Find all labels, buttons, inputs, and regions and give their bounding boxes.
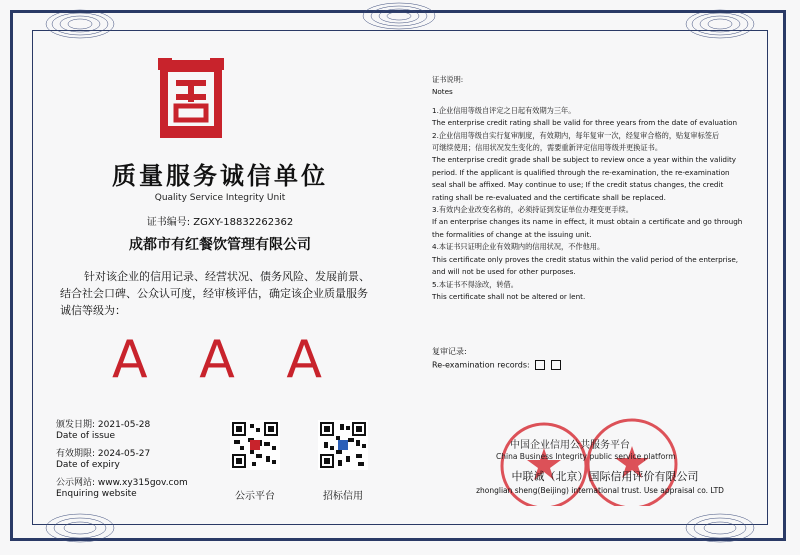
notes-line: If an enterprise changes its name in effect, it must obtain a certificate and go through	[432, 217, 743, 227]
notes-line: 4.本证书只证明企业有效期内的信用状况，不作他用。	[432, 242, 605, 252]
website-cn: 公示网站: www.xy315gov.com	[56, 478, 188, 488]
issue-date-en: Date of issue	[56, 431, 116, 441]
expiry-date	[56, 449, 150, 471]
certificate-body	[60, 268, 380, 319]
expiry-date-cn: 有效期限: 2024-05-27	[56, 449, 151, 459]
platform-name-en: China Business Integrity public service platform	[496, 452, 676, 461]
notes-line: 2.企业信用等级自实行复审制度，有效期内，每年复审一次，经复审合格的，贴复审标签后	[432, 130, 720, 140]
guilloche-ornament	[40, 508, 120, 548]
rating-letter: A	[199, 330, 235, 390]
notes-line: 可继续使用；信用状况发生变化的，需要重新评定信用等级并更换证书。	[432, 143, 663, 153]
recheck-checkbox	[535, 360, 545, 370]
recheck-label-en: Re-examination records:	[432, 360, 530, 370]
notes-line: This certificate only proves the credit status within the valid period of the enterprise,	[432, 254, 739, 264]
expiry-date-en: Date of expiry	[56, 460, 120, 470]
notes-line: rating shall be re-evaluated and the certificate shall be replaced.	[432, 192, 666, 202]
guilloche-ornament	[40, 2, 120, 42]
certificate-number: 证书编号: ZGXY-18832262362	[146, 217, 294, 228]
guilloche-ornament	[680, 508, 760, 548]
notes-heading-en: Notes	[432, 87, 453, 97]
notes-heading-cn: 证书说明:	[432, 75, 464, 84]
red-seal-logo	[158, 58, 224, 140]
body-line: 针对该企业的信用记录、经营状况、债务风险、发展前景、	[84, 270, 370, 283]
recheck-label-cn: 复审记录:	[432, 347, 467, 356]
qr-label-bidding-credit: 招标信用	[323, 491, 363, 502]
notes-line: 3.有效内企业改变名称的，必须持证到发证单位办理变更手续。	[432, 205, 633, 215]
issuer-name-en: zhonglian sheng(Beijing) international trust. Use appraisal co. LTD	[476, 486, 724, 495]
enquiry-website	[56, 478, 188, 500]
notes-line: 1.企业信用等级自评定之日起有效期为三年。	[432, 105, 576, 115]
notes-line: period. If the applicant is qualified through the re-examination, the re-examination	[432, 167, 730, 177]
qr-code-bidding-credit	[318, 420, 368, 470]
certificate-title-en: Quality Service Integrity Unit	[154, 193, 286, 203]
body-line: 结合社会口碑、公众认可度，经审核评估，确定该企业质量服务	[60, 287, 368, 300]
recheck-records	[432, 360, 561, 370]
qr-label-public-platform: 公示平台	[235, 491, 275, 502]
rating-letter: A	[112, 330, 148, 390]
website-en: Enquiring website	[56, 489, 137, 499]
credit-rating	[112, 330, 322, 390]
notes-line: The enterprise credit rating shall be valid for three years from the date of evaluation	[432, 118, 738, 128]
issue-date	[56, 420, 150, 442]
notes-line: the formalities of change at the issuing unit.	[432, 229, 592, 239]
notes-line: 5.本证书不得涂改，转借。	[432, 279, 518, 289]
notes-line: The enterprise credit grade shall be subject to review once a year within the validity	[432, 155, 737, 165]
certificate-title-cn: 质量服务诚信单位	[112, 162, 328, 190]
recheck-checkbox	[551, 360, 561, 370]
platform-name-cn: 中国企业信用公共服务平台	[510, 440, 630, 451]
issuer-name-cn: 中联诚（北京）国际信用评价有限公司	[511, 470, 699, 483]
guilloche-ornament	[358, 0, 440, 34]
certificate-notes	[432, 74, 744, 303]
rating-letter: A	[286, 330, 322, 390]
company-name: 成都市有红餐饮管理有限公司	[129, 237, 311, 253]
body-line: 诚信等级为：	[60, 304, 126, 317]
issue-date-cn: 颁发日期: 2021-05-28	[56, 420, 151, 430]
notes-line: This certificate shall not be altered or lent.	[432, 291, 586, 301]
notes-line: seal shall be affixed. May continue to use; If the credit status changes, the credit	[432, 180, 724, 190]
guilloche-ornament	[680, 2, 760, 42]
qr-code-public-platform	[230, 420, 280, 470]
notes-line: and will not be used for other purposes.	[432, 267, 576, 277]
